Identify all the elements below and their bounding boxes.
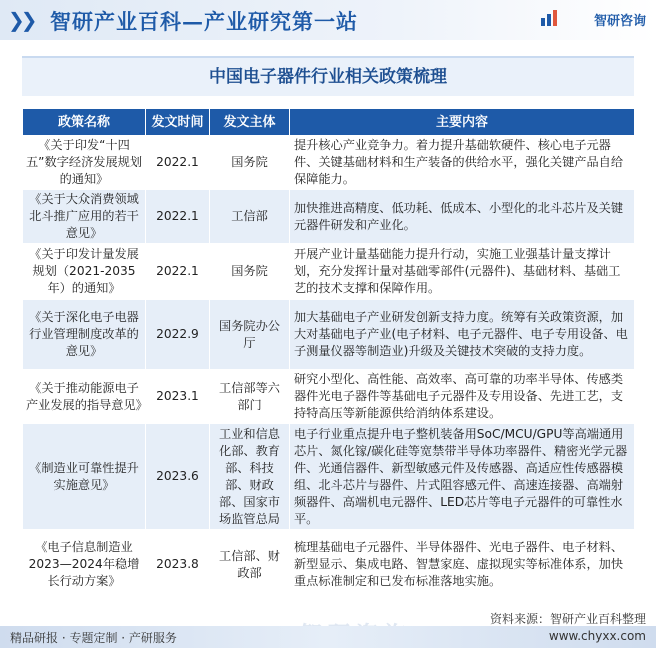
issuer-cell: 工信部、财政部 xyxy=(210,530,290,600)
table-header-row xyxy=(23,109,635,136)
page-header xyxy=(0,0,656,40)
table-row xyxy=(23,136,635,190)
date-cell: 2022.1 xyxy=(146,244,210,300)
issuer-cell: 国务院 xyxy=(210,136,290,190)
header-title: 智研产业百科—产业研究第一站 xyxy=(50,9,358,34)
column-header-policy-name: 政策名称 xyxy=(23,109,146,136)
brand-logo-icon xyxy=(540,9,558,27)
policy-name-cell: 《关于印发计量发展规划（2021-2035年）的通知》 xyxy=(23,244,146,300)
table-row xyxy=(23,370,635,424)
policy-name-cell: 《关于大众消费领域北斗推广应用的若干意见》 xyxy=(23,190,146,244)
column-header-content: 主要内容 xyxy=(290,109,635,136)
date-cell: 2022.1 xyxy=(146,136,210,190)
content-cell: 电子行业重点提升电子整机装备用SoC/MCU/GPU等高端通用芯片、氮化镓/碳化硅等宽禁带半导体功率器件、精密光学元器件、光通信器件、新型敏感元件及传感器、高适应性传感器模组、北斗芯片与器件、片式阻容感元件、高速连接器、高端射频器件、高端机电元器件、LED芯片等电子元器件的可靠性水平。 xyxy=(290,424,635,530)
source-note: 资料来源：智研产业百科整理 xyxy=(489,612,646,626)
table-row xyxy=(23,244,635,300)
issuer-cell: 工信部 xyxy=(210,190,290,244)
column-header-issuer: 发文主体 xyxy=(210,109,290,136)
table-row xyxy=(23,300,635,370)
date-cell: 2022.9 xyxy=(146,300,210,370)
content-cell: 加快推进高精度、低功耗、低成本、小型化的北斗芯片及关键元器件研发和产业化。 xyxy=(290,190,635,244)
date-cell: 2022.1 xyxy=(146,190,210,244)
policy-name-cell: 《关于印发“十四五”数字经济发展规划的通知》 xyxy=(23,136,146,190)
chevron-decoration-icon: ❯❯ xyxy=(8,8,34,32)
policy-table xyxy=(22,108,635,600)
content-cell: 梳理基础电子元器件、半导体器件、光电子器件、电子材料、新型显示、集成电路、智慧家庭、虚拟现实等标准体系，加快重点标准制定和已发布标准落地实施。 xyxy=(290,530,635,600)
policy-name-cell: 《电子信息制造业2023—2024年稳增长行动方案》 xyxy=(23,530,146,600)
content-cell: 研究小型化、高性能、高效率、高可靠的功率半导体、传感类器件光电子器件等基础电子元器件及专用设备、先进工艺，支持特高压等新能源供给消纳体系建设。 xyxy=(290,370,635,424)
footer-services: 精品研报 · 专题定制 · 产研服务 xyxy=(10,631,177,645)
issuer-cell: 国务院 xyxy=(210,244,290,300)
issuer-cell: 国务院办公厅 xyxy=(210,300,290,370)
footer-website-link[interactable]: www.chyxx.com xyxy=(548,629,646,643)
policy-name-cell: 《制造业可靠性提升实施意见》 xyxy=(23,424,146,530)
column-header-date: 发文时间 xyxy=(146,109,210,136)
table-row xyxy=(23,530,635,600)
content-cell: 提升核心产业竞争力。着力提升基础软硬件、核心电子元器件、关键基础材料和生产装备的供给水平，强化关键产品自给保障能力。 xyxy=(290,136,635,190)
page-footer xyxy=(0,626,656,648)
document-title: 中国电子器件行业相关政策梳理 xyxy=(22,56,634,96)
table-row xyxy=(23,424,635,530)
issuer-cell: 工信部等六部门 xyxy=(210,370,290,424)
policy-name-cell: 《关于推动能源电子产业发展的指导意见》 xyxy=(23,370,146,424)
date-cell: 2023.1 xyxy=(146,370,210,424)
brand-name: 智研咨询 xyxy=(593,14,646,29)
issuer-cell: 工业和信息化部、教育部、科技部、财政部、国家市场监管总局 xyxy=(210,424,290,530)
content-cell: 开展产业计量基础能力提升行动，实施工业强基计量支撑计划，充分发挥计量对基础零部件(元器件)、基础材料、基础工艺的技术支撑和保障作用。 xyxy=(290,244,635,300)
table-row xyxy=(23,190,635,244)
date-cell: 2023.8 xyxy=(146,530,210,600)
policy-name-cell: 《关于深化电子电器行业管理制度改革的意见》 xyxy=(23,300,146,370)
date-cell: 2023.6 xyxy=(146,424,210,530)
content-cell: 加大基础电子产业研发创新支持力度。统筹有关政策资源，加大对基础电子产业(电子材料、电子元器件、电子专用设备、电子测量仪器等制造业)升级及关键技术突破的支持力度。 xyxy=(290,300,635,370)
